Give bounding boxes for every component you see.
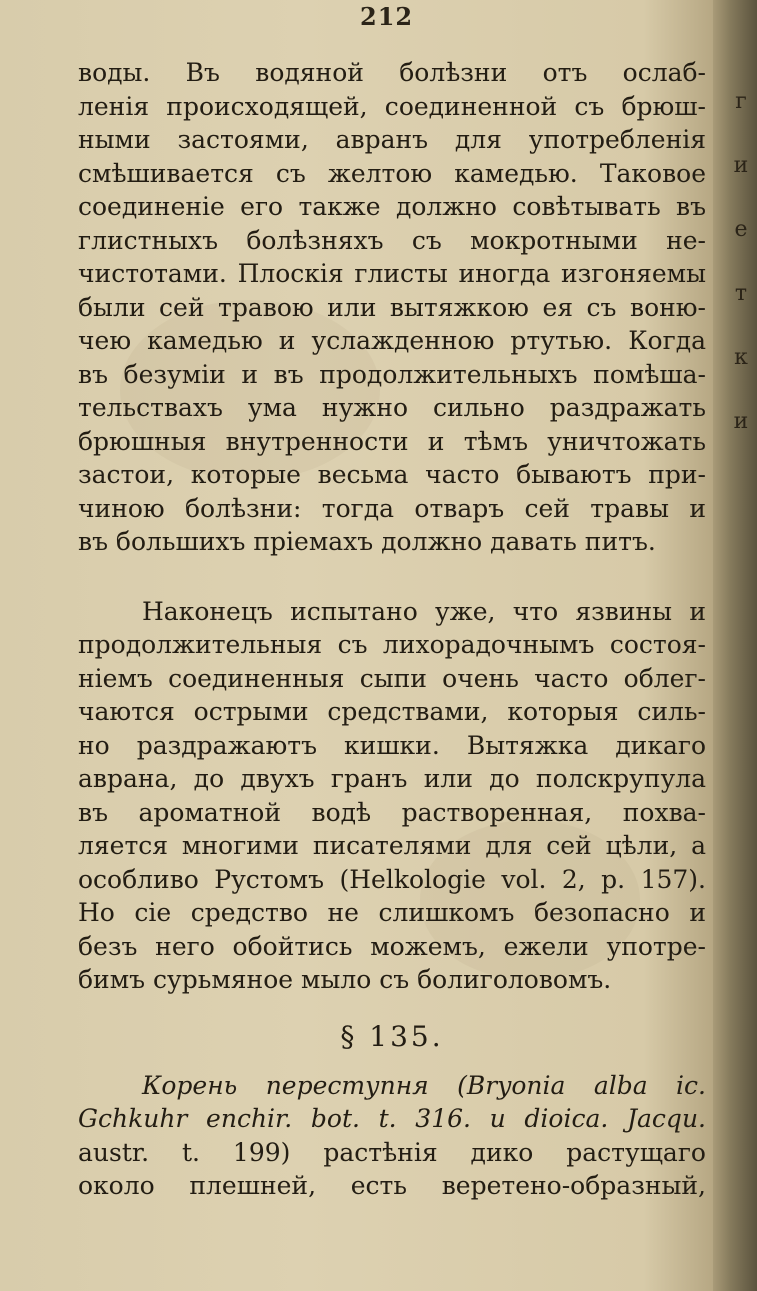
text-line: въ ароматной водѣ растворенная, похва- [78,797,706,827]
text-line: ляется многими писателями для сей цѣли, а [78,831,706,860]
text-block [78,56,706,1203]
text-line: но раздражаютъ кишки. Вытяжка дикаго [78,730,706,760]
text-line: въ большихъ пріемахъ должно давать питъ. [78,527,656,556]
margin-letter: и [733,153,749,178]
text-line: особливо Рустомъ (Helkologie vol. 2, p. 157). [78,864,706,894]
text-line: застои, которые весьма часто бываютъ при- [78,460,706,489]
paragraph-3 [78,1069,706,1203]
text-line: чистотами. Плоскія глисты иногда изгоняемы [78,259,706,288]
text-line: брюшныя внутренности и тѣмъ уничтожать [78,426,706,456]
paragraph-gap [78,559,706,595]
text-line: Но сіе средство не слишкомъ безопасно и [78,898,706,927]
book-gutter [713,0,757,1291]
page-number: 212 [360,2,414,31]
text-line: около плешней, есть веретено-образный, [78,1171,706,1200]
text-line: въ безуміи и въ продолжительныхъ помѣша- [78,359,706,389]
text-line: austr. t. 199) растѣнія дико растущаго [78,1137,706,1167]
text-line: смѣшивается съ желтою камедью. Таковое [78,158,706,188]
text-line: аврана, до двухъ гранъ или до полскрупула [78,764,706,793]
text-line: воды. Въ водяной болѣзни отъ ослаб- [78,58,706,87]
text-line: чаются острыми средствами, которыя силь- [78,697,706,726]
margin-letter: т [734,281,748,306]
text-line: продолжительныя съ лихорадочнымъ состоя- [78,630,706,659]
facing-page-margin [731,70,751,454]
text-line: соединеніе его также должно совѣтывать въ [78,192,706,221]
paragraph-1 [78,56,706,559]
margin-letter: к [734,345,748,370]
text-line: Gchkuhr enchir. bot. t. 316. и dioica. Jacqu. [78,1104,706,1133]
text-line: глистныхъ болѣзняхъ съ мокротными не- [78,225,706,255]
text-line: ленія происходящей, соединенной съ брюш- [78,91,706,121]
text-line: были сей травою или вытяжкою ея съ воню- [78,292,706,322]
text-line: бимъ сурьмяное мыло съ болиголовомъ. [78,965,612,994]
paragraph-2 [78,595,706,997]
text-line: ными застоями, авранъ для употребленія [78,125,706,154]
text-line: чею камедью и услажденною ртутью. Когда [78,326,706,355]
text-line: чиною болѣзни: тогда отваръ сей травы и [78,493,706,523]
margin-letter: и [733,409,749,434]
margin-letter: е [734,217,748,242]
text-line: Корень переступня (Bryonia alba ic. [142,1070,706,1100]
text-line: ніемъ соединенныя сыпи очень часто облег- [78,663,706,693]
section-heading: § 135. [340,1019,444,1053]
text-line: тельствахъ ума нужно сильно раздражать [78,393,706,422]
text-line: Наконецъ испытано уже, что язвины и [142,596,706,626]
text-line: безъ него обойтись можемъ, ежели употре- [78,931,706,961]
margin-letter: г [735,89,747,114]
